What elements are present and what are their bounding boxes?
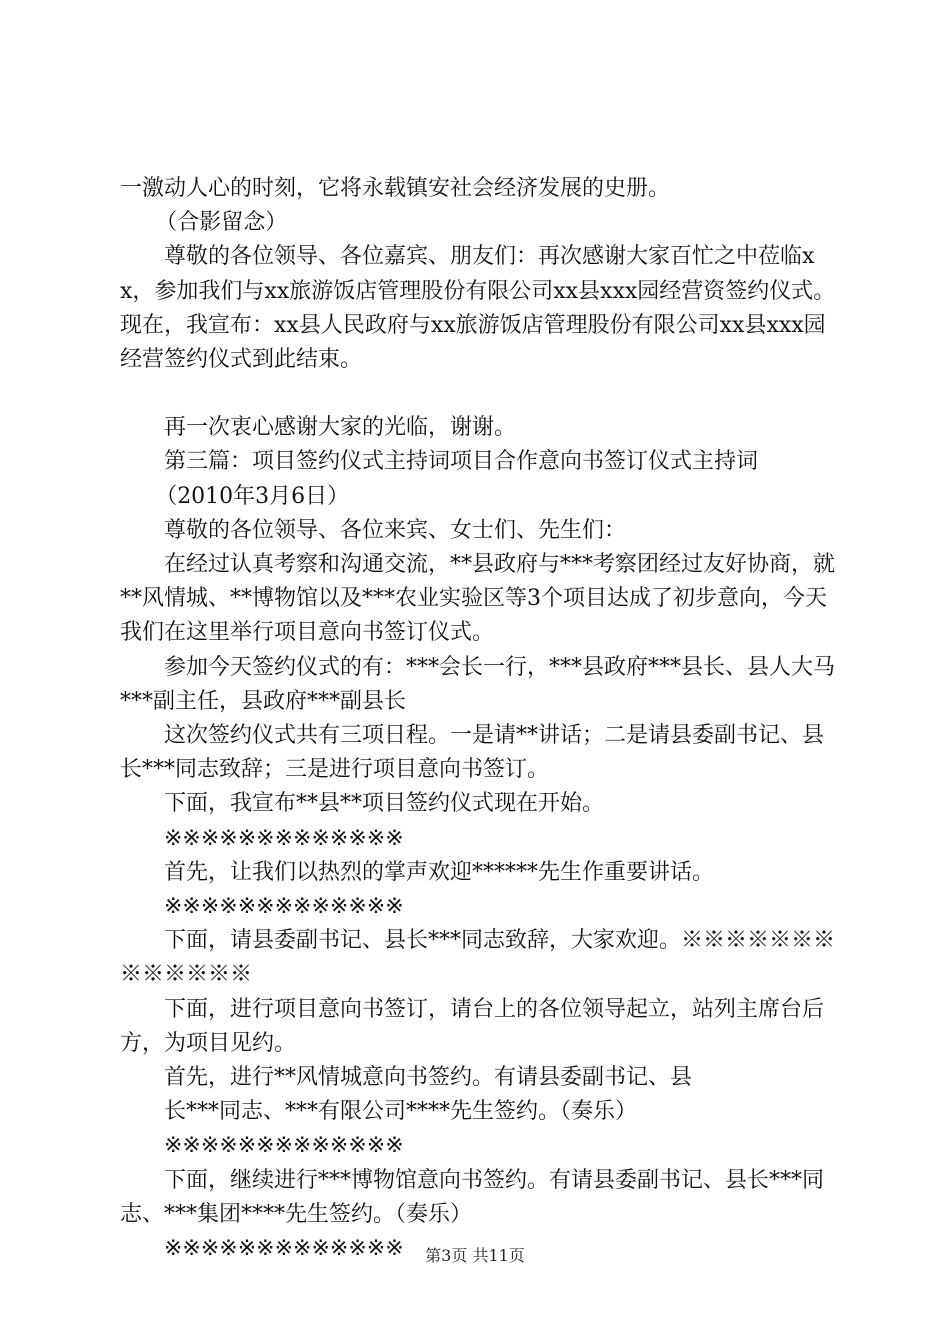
separator-marks: ※※※※※※※※※※※※※	[164, 1236, 404, 1262]
separator-marks: ※※※※※※※※※※※※※	[164, 894, 404, 920]
paragraph: （合影留念）	[155, 210, 288, 236]
paragraph: 一激动人心的时刻，它将永载镇安社会经济发展的史册。	[120, 176, 671, 201]
section-heading: 第三篇：项目签约仪式主持词项目合作意向书签订仪式主持词	[164, 449, 759, 475]
paragraph: 下面，进行项目意向书签订，请台上的各位领导起立，站列主席台后方，为项目见约。	[120, 996, 825, 1056]
paragraph: 参加今天签约仪式的有：***会长一行，***县政府***县长、县人大马***副主任，县政府***副县长	[120, 654, 836, 714]
paragraph: 下面，请县委副书记、县长***同志致辞，大家欢迎。※※※※※※※※※※※※※	[120, 928, 836, 988]
separator-marks: ※※※※※※※※※※※※※	[164, 1133, 404, 1159]
paragraph: 尊敬的各位领导、各位嘉宾、朋友们：再次感谢大家百忙之中莅临xx，参加我们与xx旅游饭店管理股份有限公司xx县xxx园经营资签约仪式。现在，我宣布：xx县人民政府与xx旅游饭店管理股份有限公司xx县xxx园经营签约仪式到此结束。	[120, 244, 836, 373]
separator-marks: ※※※※※※※※※※※※※	[164, 825, 404, 851]
salutation: 尊敬的各位领导、各位来宾、女士们、先生们：	[164, 517, 627, 543]
paragraph: 下面，继续进行***博物馆意向书签约。有请县委副书记、县长***同志、***集团****先生签约。（奏乐）	[120, 1167, 825, 1227]
paragraph-spacer	[120, 377, 840, 411]
paragraph: 再一次衷心感谢大家的光临，谢谢。	[164, 415, 517, 441]
paragraph: 首先，让我们以热烈的掌声欢迎******先生作重要讲话。	[164, 859, 715, 885]
paragraph: 这次签约仪式共有三项日程。一是请**讲话；二是请县委副书记、县长***同志致辞；三是进行项目意向书签订。	[120, 723, 825, 783]
page-number-footer: 第3页 共11页	[425, 1246, 525, 1265]
paragraph: 在经过认真考察和沟通交流，**县政府与***考察团经过友好协商，就**风情城、**博物馆以及***农业实验区等3个项目达成了初步意向，今天我们在这里举行项目意向书签订仪式。	[120, 552, 836, 646]
paragraph: 长***同志、***有限公司****先生签约。（奏乐）	[164, 1099, 638, 1125]
document-body	[120, 172, 840, 1266]
paragraph: 首先，进行**风情城意向书签约。有请县委副书记、县	[164, 1065, 693, 1091]
paragraph: 下面，我宣布**县**项目签约仪式现在开始。	[164, 791, 605, 817]
date-line: （2010年3月6日）	[155, 483, 350, 509]
